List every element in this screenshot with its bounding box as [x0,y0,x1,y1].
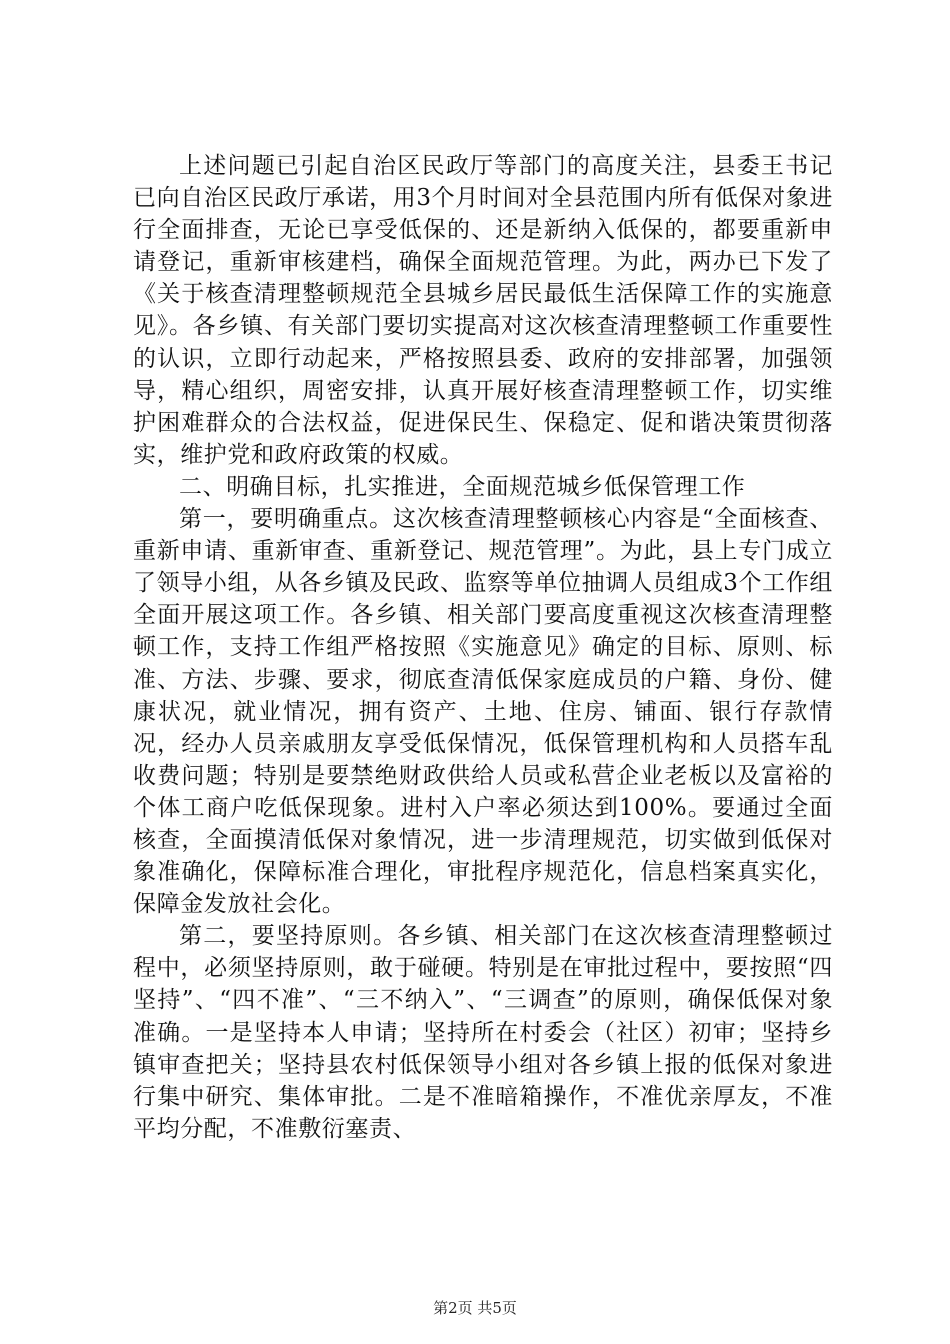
page-number: 第2页 共5页 [433,1299,517,1317]
section-heading: 二、明确目标，扎实推进，全面规范城乡低保管理工作 [179,473,746,500]
document-body [133,150,833,1145]
paragraph-first-point: 第一，要明确重点。这次核查清理整顿核心内容是“全面核查、重新申请、重新审查、重新登记、规范管理”。为此，县上专门成立了领导小组，从各乡镇及民政、监察等单位抽调人员组成3个工作组全面开展这项工作。各乡镇、相关部门要高度重视这次核查清理整顿工作，支持工作组严格按照《实施意见》确定的目标、原则、标准、方法、步骤、要求，彻底查清低保家庭成员的户籍、身份、健康状况，就业情况，拥有资产、土地、住房、铺面、银行存款情况，经办人员亲戚朋友享受低保情况，低保管理机构和人员搭车乱收费问题；特别是要禁绝财政供给人员或私营企业老板以及富裕的个体工商户吃低保现象。进村入户率必须达到100%。要通过全面核查，全面摸清低保对象情况，进一步清理规范，切实做到低保对象准确化，保障标准合理化，审批程序规范化，信息档案真实化，保障金发放社会化。 [133,506,833,918]
paragraph-intro: 上述问题已引起自治区民政厅等部门的高度关注，县委王书记已向自治区民政厅承诺，用3个月时间对全县范围内所有低保对象进行全面排查，无论已享受低保的、还是新纳入低保的，都要重新申请登记，重新审核建档，确保全面规范管理。为此，两办已下发了《关于核查清理整顿规范全县城乡居民最低生活保障工作的实施意见》。各乡镇、有关部门要切实提高对这次核查清理整顿工作重要性的认识，立即行动起来，严格按照县委、政府的安排部署，加强领导，精心组织，周密安排，认真开展好核查清理整顿工作，切实维护困难群众的合法权益，促进保民生、保稳定、促和谐决策贯彻落实，维护党和政府政策的权威。 [133,153,833,468]
page-footer [0,1298,950,1318]
paragraph-second-point: 第二，要坚持原则。各乡镇、相关部门在这次核查清理整顿过程中，必须坚持原则，敢于碰硬。特别是在审批过程中，要按照“四坚持”、“四不准”、“三不纳入”、“三调查”的原则，确保低保对象准确。一是坚持本人申请；坚持所在村委会（社区）初审；坚持乡镇审查把关；坚持县农村低保领导小组对各乡镇上报的低保对象进行集中研究、集体审批。二是不准暗箱操作，不准优亲厚友，不准平均分配，不准敷衍塞责、 [133,923,833,1142]
